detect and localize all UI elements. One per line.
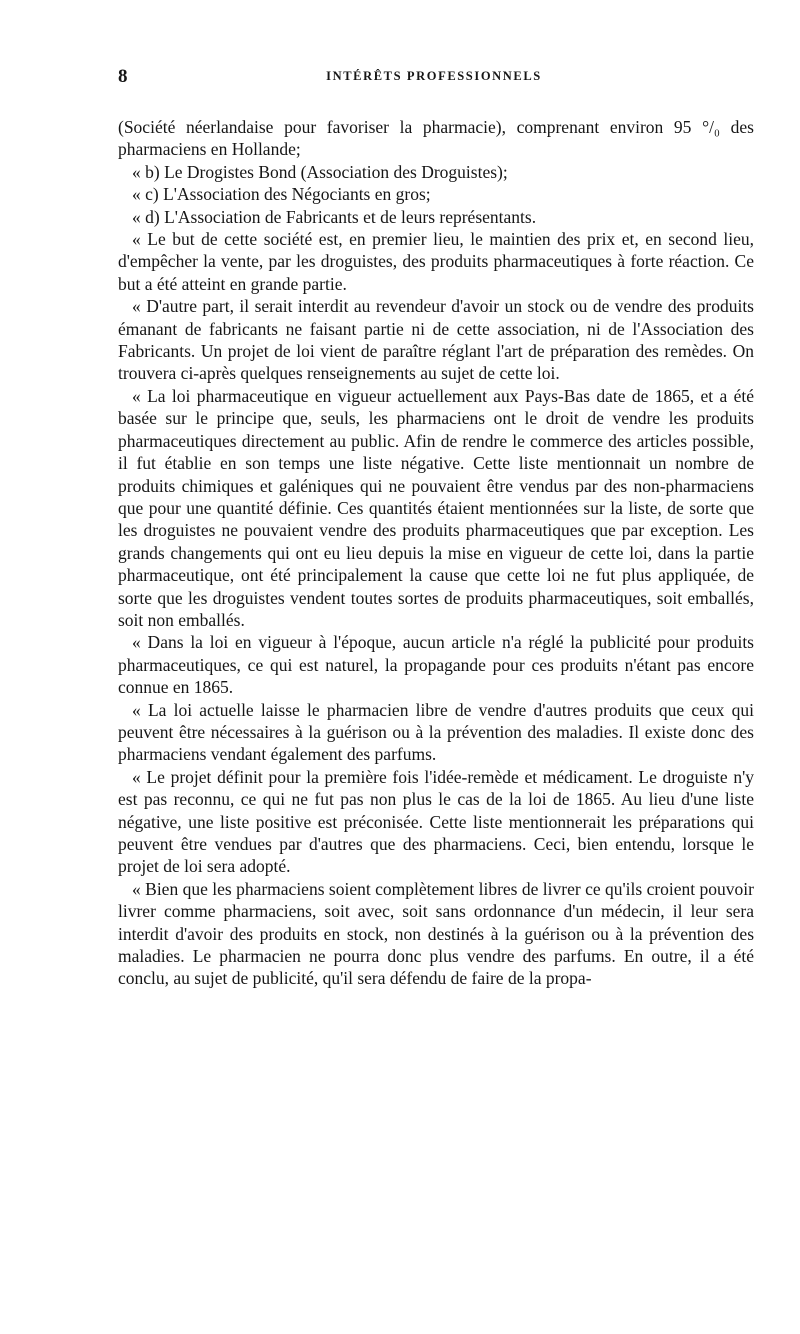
paragraph: « Dans la loi en vigueur à l'époque, aucun article n'a réglé la publicité pour produits pharmaceutiques, ce qui est naturel, la propagande pour ces produits n'étant pas encore connue en 1865. [118, 632, 754, 698]
list-item: « d) L'Association de Fabricants et de leurs représentants. [132, 206, 537, 227]
body-text [118, 116, 754, 990]
page-header [118, 66, 750, 90]
running-title: INTÉRÊTS PROFESSIONNELS [326, 69, 542, 83]
paragraph: « La loi pharmaceutique en vigueur actuellement aux Pays-Bas date de 1865, et a été basée sur le principe que, seuls, les pharmaciens ont le droit de vendre les produits pharmaceutiques directement au public. Afin de rendre le commerce des articles possible, il fut établie en son temps une liste négative. Cette liste mentionnait un nombre de produits chimiques et galéniques qui ne pouvaient être vendus par des non-pharmaciens que pour une quantité définie. Ces quantités étaient mentionnées sur la liste, de sorte que les droguistes ne pouvaient vendre des produits pharmaceutiques que par exception. Les grands changements qui ont eu lieu depuis la mise en vigueur de cette loi, dans la partie pharmaceutique, ont été principalement la cause que cette loi ne fut plus appliquée, de sorte que les droguistes vendent toutes sortes de produits pharmaceutiques, soit emballés, soit non emballés. [118, 385, 754, 630]
page-number: 8 [118, 66, 128, 87]
paragraph: « Bien que les pharmaciens soient complètement libres de livrer ce qu'ils croient pouvoir livrer comme pharmaciens, soit avec, soit sans ordonnance d'un médecin, il leur sera interdit d'avoir des produits en stock, non destinés à la guérison ou à la prévention des maladies. Le pharmacien ne pourra donc plus vendre des parfums. En outre, il a été conclu, au sujet de publicité, qu'il sera défendu de faire de la propa- [118, 878, 754, 989]
paragraph: « Le projet définit pour la première fois l'idée-remède et médicament. Le droguiste n'y est pas reconnu, ce qui ne fut pas non plus le cas de la loi de 1865. Au lieu d'une liste négative, une liste positive est préconisée. Cette liste mentionnerait les préparations qui peuvent être vendues par d'autres que des pharmaciens. Ceci, bien entendu, lorsque le projet de loi sera adopté. [118, 766, 754, 877]
paragraph: (Société néerlandaise pour favoriser la pharmacie), comprenant environ 95 °/₀ des pharmaciens en Hollande; [118, 117, 754, 160]
paragraph: « D'autre part, il serait interdit au revendeur d'avoir un stock ou de vendre des produits émanant de fabricants ne faisant partie ni de cette association, ni de l'Association des Fabricants. Un projet de loi vient de paraître réglant l'art de préparation des remèdes. On trouvera ci-après quelques renseignements au sujet de cette loi. [118, 296, 754, 384]
list-item: « b) Le Drogistes Bond (Association des Droguistes); [132, 161, 508, 182]
list-item: « c) L'Association des Négociants en gros; [132, 184, 431, 205]
paragraph: « Le but de cette société est, en premier lieu, le maintien des prix et, en second lieu, d'empêcher la vente, par les droguistes, des produits pharmaceutiques à forte réaction. Ce but a été atteint en grande partie. [118, 229, 754, 294]
paragraph: « La loi actuelle laisse le pharmacien libre de vendre d'autres produits que ceux qui peuvent être nécessaires à la guérison ou à la prévention des maladies. Il existe donc des pharmaciens vendant également des parfums. [118, 699, 754, 765]
